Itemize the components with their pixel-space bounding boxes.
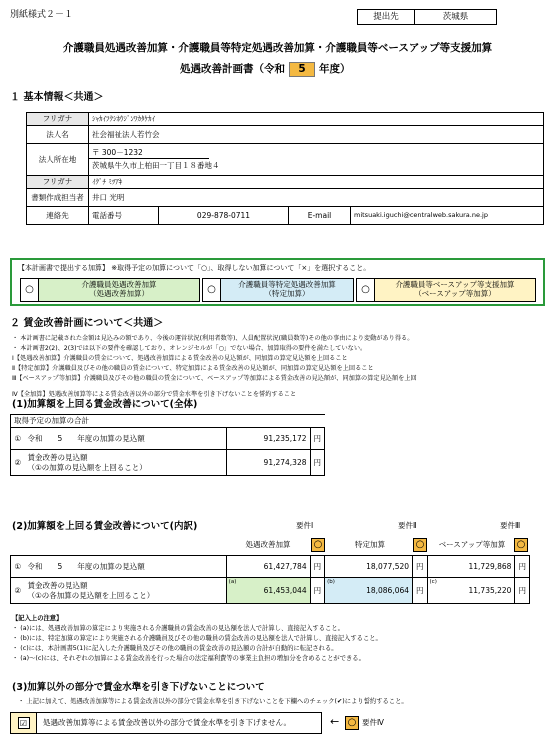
tel-label: 電話番号 xyxy=(89,207,159,225)
furigana-corp-field[interactable]: ｼｬｶｲﾌｸｼﾎｳｼﾞﾝﾜｶﾀｹｶｲ xyxy=(89,113,544,126)
corp-name-field[interactable]: 社会福祉法人若竹会 xyxy=(89,126,544,144)
addon-baseup-name: 介護職員等ベースアップ等支援加算 xyxy=(395,280,515,289)
submit-to-label: 提出先 xyxy=(357,9,415,25)
section2-notes xyxy=(12,334,552,400)
req4-status: ○ xyxy=(345,716,359,730)
person-name-field[interactable]: 井口 光明 xyxy=(89,189,544,207)
section2-note: Ⅰ【処遇改善加算】介護職員の賃金について、処遇改善加算による賃金改善の見込額が、同加算の算定見込額を上回ること xyxy=(12,355,348,362)
tel-field[interactable]: 029-878-0711 xyxy=(159,207,289,225)
form-number: 別紙様式２－１ xyxy=(10,10,74,20)
addon-specific-select[interactable]: ○ xyxy=(203,279,221,301)
addon-note: 【本計画書で提出する加算】 ※取得予定の加算について「○」、取得しない加算について「×」を選択すること。 xyxy=(18,264,371,272)
email-field[interactable]: mitsuaki.iguchi@centralweb.sakura.ne.jp xyxy=(351,207,544,225)
req4-label: 要件Ⅳ xyxy=(362,718,384,727)
entry-note: ・ (c)には、本計画書5(1)に記入した介護職員及びその他の職員の賃金改善の見込額の合計が自動的に転記される。 xyxy=(12,645,338,652)
submit-to-value[interactable]: 茨城県 xyxy=(414,9,497,25)
addon-processing xyxy=(20,278,200,302)
sub3-title: (3)加算以外の部分で賃金水準を引き下げないことについて xyxy=(12,682,265,693)
sub2-row1-label: 令和 5 年度の加算の見込額 xyxy=(24,556,226,578)
req2-status: ○ xyxy=(413,538,427,552)
sub2-row1-unit: 円 xyxy=(413,556,428,578)
address-field[interactable]: 茨城県牛久市上柏田一丁目１８番地４ xyxy=(92,161,220,170)
sub2-row1-processing: 61,427,784 xyxy=(226,556,310,578)
sub2-row1-unit: 円 xyxy=(515,556,530,578)
section2-note: Ⅳ【全加算】処遇改善加算等による賃金改善以外の部分で賃金水準を引き下げないことを誓約すること xyxy=(12,391,297,398)
sub2-row2-processing[interactable]: 61,453,044 xyxy=(263,585,307,595)
req1-status: ○ xyxy=(311,538,325,552)
sub1-row2-no: ② xyxy=(11,450,25,476)
col-head-processing: 処遇改善加算 xyxy=(245,540,291,549)
email-label: E-mail xyxy=(289,207,351,225)
address-label: 法人所在地 xyxy=(27,144,89,176)
notes-title: 【記入上の注意】 xyxy=(12,615,63,622)
person-label: 書類作成担当者 xyxy=(27,189,89,207)
sub1-row1-label: 令和 5 年度の加算の見込額 xyxy=(25,428,227,450)
entry-note: ・ (b)には、特定加算の算定により実施される介護職員及びその他の職員の賃金改善の見込額を法人で計算し、直接記入すること。 xyxy=(12,635,382,642)
req3-label: 要件Ⅲ xyxy=(500,521,521,530)
section2-note: Ⅱ【特定加算】介護職員及びその他の職員の賃金について、特定加算による賃金改善の見込額が、同加算の算定見込額を上回ること xyxy=(12,365,374,372)
mark-c: (c) xyxy=(429,579,437,585)
contact-label: 連絡先 xyxy=(27,207,89,225)
sub2-row2-unit: 円 xyxy=(515,578,530,604)
sub2-row2-baseup: 11,735,220 xyxy=(468,585,512,595)
sub2-row1-baseup: 11,729,868 xyxy=(427,556,515,578)
addon-baseup-select[interactable]: ○ xyxy=(357,279,375,301)
addon-selection-box xyxy=(10,258,545,306)
sub1-row1-no: ① xyxy=(11,428,25,450)
sub1-header: 取得予定の加算の合計 xyxy=(11,415,325,428)
sub2-row2-unit: 円 xyxy=(413,578,428,604)
entry-notes xyxy=(12,614,552,664)
sub2-row2-specific-cell xyxy=(325,578,413,604)
corp-name-label: 法人名 xyxy=(27,126,89,144)
postal-code-field[interactable]: 〒 300－1232 xyxy=(89,147,209,159)
sub1-title: (1)加算額を上回る賃金改善について(全体) xyxy=(12,399,198,410)
plan-title xyxy=(180,62,351,77)
pledge-checkbox[interactable]: ☑ xyxy=(18,717,30,729)
col-head-specific: 特定加算 xyxy=(355,540,385,549)
furigana-corp-label: フリガナ xyxy=(27,113,89,126)
page-title: 介護職員処遇改善加算・介護職員等特定処遇改善加算・介護職員等ベースアップ等支援加算 xyxy=(62,42,493,54)
sub1-row1-value: 91,235,172 xyxy=(226,428,310,450)
pledge-text: 処遇改善加算等による賃金改善以外の部分で賃金水準を引き下げません。 xyxy=(43,718,291,728)
sub2-row2-baseup-cell xyxy=(427,578,515,604)
sub1-row1-unit: 円 xyxy=(310,428,325,450)
entry-note: ・ (a)には、処遇改善加算の算定により実施される介護職員の賃金改善の見込額を法人で計算し、直接記入すること。 xyxy=(12,625,344,632)
sub2-row1-unit: 円 xyxy=(310,556,325,578)
sub2-row2-no: ② xyxy=(11,578,25,604)
sub1-row2-unit: 円 xyxy=(310,450,325,476)
plan-year-field[interactable]: 5 xyxy=(289,62,315,77)
req1-label: 要件Ⅰ xyxy=(296,521,314,530)
sub2-row2-label2: （①の各加算の見込額を上回ること） xyxy=(27,590,155,600)
sub2-row1-specific: 18,077,520 xyxy=(325,556,413,578)
req2-label: 要件Ⅱ xyxy=(398,521,417,530)
arrow-icon: ← xyxy=(330,715,340,728)
sub3-note: ・ 上記に加えて、処遇改善加算等による賃金改善以外の部分で賃金水準を引き下げないことを下欄へのチェック(✔)により誓約すること。 xyxy=(18,698,408,705)
address-cell xyxy=(89,144,544,176)
addon-specific xyxy=(202,278,354,302)
sub1-row2-label2: （①の加算の見込額を上回ること） xyxy=(27,462,147,472)
section2-note: ・ 本計画書2(2)、2(3)では以下の要件を確認しており、オレンジセルが「○」でない場合、加算取得の要件を満たしていない。 xyxy=(12,345,367,352)
addon-processing-name: 介護職員処遇改善加算 xyxy=(81,280,157,289)
col-head-baseup: ベースアップ等加算 xyxy=(438,540,506,549)
sub2-title: (2)加算額を上回る賃金改善について(内訳) xyxy=(12,521,198,532)
section2-note: ・ 本計画書に記載された金額は見込みの額であり、今後の運営状況(利用者数等)、人員配置状況(職員数等)その他の事由により変動があり得る。 xyxy=(12,335,414,342)
section2-note: Ⅲ【ベースアップ等加算】介護職員及びその他の職員の賃金について、ベースアップ等加算による賃金改善の見込額が、同加算の算定見込額を上回 xyxy=(12,375,417,382)
sub2-row2-processing-cell xyxy=(226,578,310,604)
section1-title: １ 基本情報＜共通＞ xyxy=(10,92,104,103)
plan-title-prefix: 処遇改善計画書（令和 xyxy=(180,63,285,75)
addon-baseup xyxy=(356,278,536,302)
plan-title-suffix: 年度） xyxy=(319,63,351,75)
addon-specific-name: 介護職員等特定処遇改善加算 xyxy=(238,280,336,289)
sub2-row1-no: ① xyxy=(11,556,25,578)
sub1-row2-value: 91,274,328 xyxy=(226,450,310,476)
sub2-row2-specific[interactable]: 18,086,064 xyxy=(366,585,410,595)
sub2-row2-unit: 円 xyxy=(310,578,325,604)
sub3-pledge-box xyxy=(10,712,322,734)
mark-a: (a) xyxy=(228,579,237,585)
sub1-table xyxy=(10,414,325,476)
furigana-person-label: フリガナ xyxy=(27,176,89,189)
addon-baseup-sub: （ベースアップ等加算） xyxy=(414,289,496,299)
basic-info-table xyxy=(26,112,544,225)
req3-status: ○ xyxy=(514,538,528,552)
addon-specific-sub: （特定加算） xyxy=(264,289,310,299)
addon-processing-sub: （処遇改善加算） xyxy=(89,289,149,299)
section2-title: ２ 賃金改善計画について＜共通＞ xyxy=(10,318,164,329)
entry-note: ・ (a)～(c)には、それぞれの加算による賃金改善を行った場合の法定福利費等の事業主負担の増加分を含めることができる。 xyxy=(12,655,365,662)
sub2-table xyxy=(10,555,530,604)
mark-b: (b) xyxy=(327,579,335,585)
sub2-row2-label: 賃金改善の見込額 xyxy=(27,581,88,591)
sub1-row2-label: 賃金改善の見込額 xyxy=(27,453,88,463)
addon-processing-select[interactable]: ○ xyxy=(21,279,39,301)
furigana-person-field[interactable]: ｲｸﾞﾁ ﾐﾂｱｷ xyxy=(89,176,544,189)
